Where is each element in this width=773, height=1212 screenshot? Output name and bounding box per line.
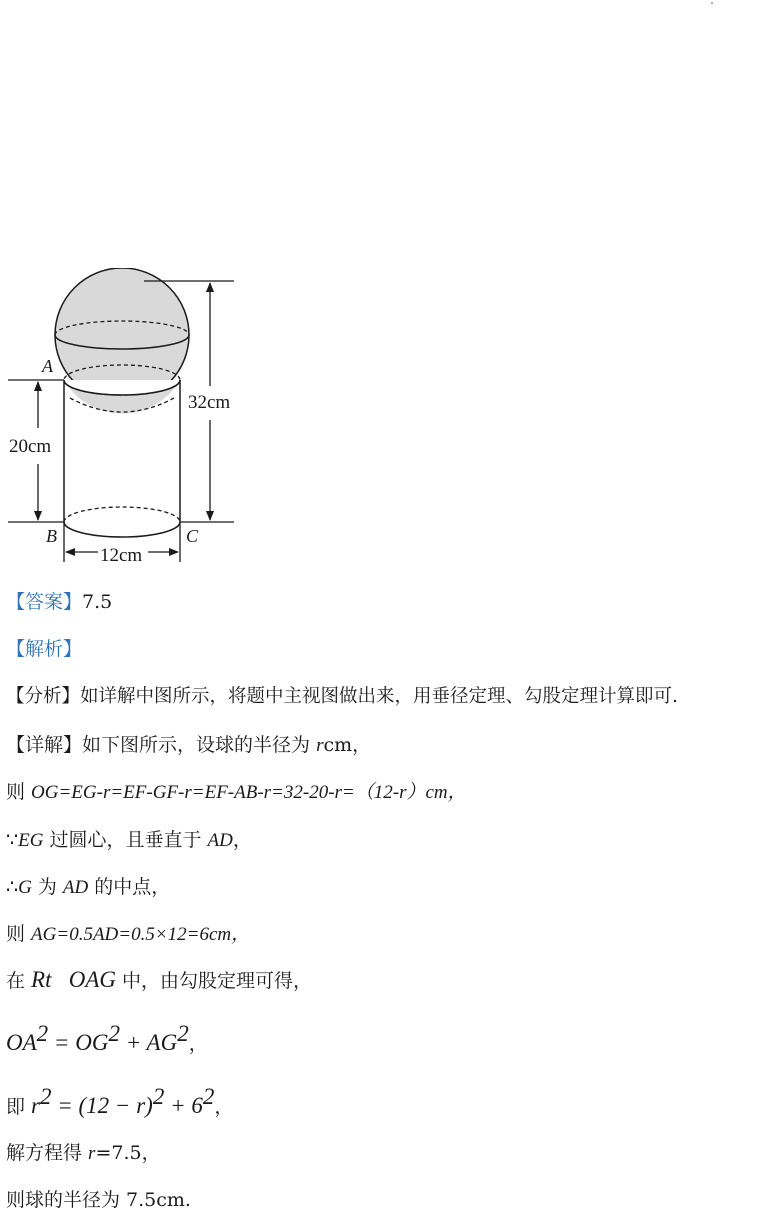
answer-value: 7.5 (82, 591, 113, 613)
point-b-label: B (46, 526, 57, 546)
therefore-symbol: ∴ (6, 876, 19, 898)
dim-32-label: 32cm (188, 392, 231, 413)
var-ad-2: AD (62, 877, 89, 898)
analysis-header (6, 637, 82, 661)
answer-tag-label: 答案 (25, 591, 64, 613)
xiangjie-tag: 【详解】 (6, 734, 83, 756)
eq2-sq-3: 2 (202, 1084, 215, 1109)
og-line (6, 780, 467, 805)
point-c-label: C (186, 526, 199, 546)
ag-expression: AG=0.5AD=0.5×12=6cm， (31, 924, 251, 945)
dim-20-label: 20cm (9, 436, 52, 457)
eg-tail: ， (232, 829, 252, 851)
eq2-tail: ， (214, 1096, 234, 1118)
conclusion-line (6, 1188, 191, 1212)
xiangjie-line (6, 733, 371, 758)
eq1-tail: ， (188, 1033, 208, 1055)
equation-2 (6, 1085, 233, 1119)
eq2-r-2: r (136, 1093, 146, 1118)
rt-prefix: 在 (6, 970, 32, 992)
eq2-sq-1: 2 (40, 1084, 52, 1109)
og-expression: OG=EG-r=EF-GF-r=EF-AB-r=32-20-r=（12-r）cm， (31, 782, 467, 803)
dim-12-label: 12cm (100, 545, 143, 566)
ag-line (6, 922, 250, 947)
eq1-equals: = (48, 1030, 76, 1055)
eq2-r: r (31, 1093, 40, 1118)
analysis-tag-right: 】 (63, 638, 83, 660)
conclusion-text: 则球的半径为 7.5cm. (6, 1189, 191, 1211)
var-r: r (316, 735, 324, 756)
analysis-tag-left: 【 (6, 638, 26, 660)
eq1-plus: + (119, 1030, 147, 1055)
rt-text: 中，由勾股定理可得， (116, 970, 313, 992)
solve-line (6, 1141, 161, 1166)
fenxi-text: 如详解中图所示，将题中主视图做出来，用垂径定理、勾股定理计算即可. (80, 686, 678, 707)
var-g: G (18, 877, 32, 898)
og-prefix: 则 (6, 781, 32, 803)
answer-tag-left: 【 (6, 591, 26, 613)
var-eg: EG (18, 830, 44, 851)
g-text: 为 (31, 876, 63, 898)
eq1-oa: OA (6, 1030, 37, 1055)
eq1-sq-3: 2 (177, 1021, 189, 1046)
xiangjie-unit: cm， (323, 734, 372, 756)
eq1-og: OG (75, 1030, 109, 1055)
eq2-equals: = (12 − (51, 1093, 137, 1118)
point-a-label: A (42, 356, 53, 376)
equation-1 (6, 1022, 208, 1056)
eq2-sq-2: 2 (152, 1084, 165, 1109)
geometry-figure (0, 268, 260, 568)
eg-line (6, 828, 252, 853)
var-ad: AD (207, 830, 233, 851)
answer-tag-right: 】 (63, 591, 83, 613)
analysis-tag-label: 解析 (25, 638, 64, 660)
solve-text: 解方程得 (6, 1142, 89, 1164)
eq2-plus-six: + 6 (164, 1093, 203, 1118)
rt-triangle: Rt OAG (31, 967, 117, 992)
xiangjie-text: 如下图所示，设球的半径为 (82, 734, 317, 756)
g-line (6, 875, 170, 900)
fenxi-tag: 【分析】 (6, 686, 81, 707)
eq1-sq-2: 2 (108, 1021, 120, 1046)
answer-line (6, 590, 112, 614)
solve-var-r: r (88, 1143, 96, 1164)
eq1-sq-1: 2 (36, 1021, 49, 1046)
eg-text: 过圆心，且垂直于 (43, 829, 208, 851)
eq1-ag: AG (146, 1030, 178, 1055)
because-symbol: ∵ (6, 829, 19, 851)
g-tail: 的中点， (88, 876, 171, 898)
rt-line (6, 968, 312, 993)
ag-prefix: 则 (6, 923, 32, 945)
scan-speck (711, 2, 713, 4)
eq2-paren: ) (145, 1093, 153, 1118)
eq2-prefix: 即 (6, 1096, 32, 1118)
solve-value: =7.5， (95, 1142, 161, 1164)
fenxi-line (6, 685, 678, 709)
